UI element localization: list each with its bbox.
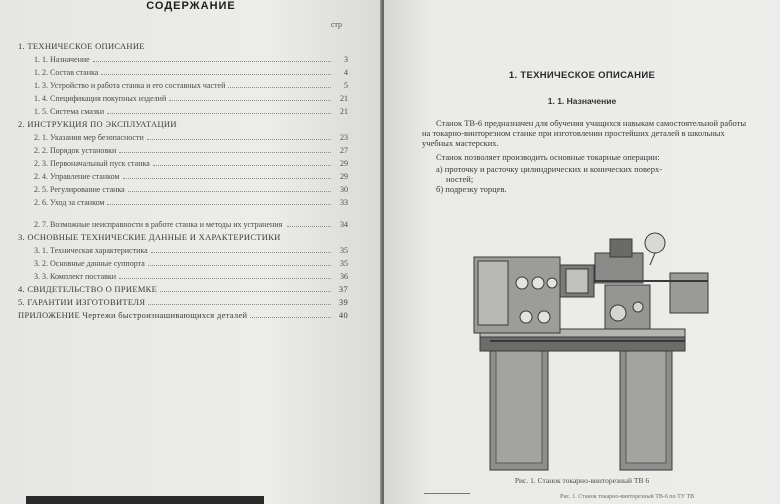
toc-leader-dots xyxy=(107,112,331,114)
toc-entry xyxy=(18,242,348,255)
toc-entry-page: 29 xyxy=(340,159,348,168)
toc-entry-label: 2. 5. Регулирование станка xyxy=(34,185,125,194)
toc-entry-label: 1. 3. Устройство и работа станка и его составных частей xyxy=(34,81,226,90)
toc-entry-page: 34 xyxy=(340,220,348,229)
toc-entry xyxy=(18,155,348,168)
toc-entry-label: 1. 5. Система смазки xyxy=(34,107,105,116)
toc-entry-page: 40 xyxy=(338,310,348,320)
toc-entry-label: 3. 3. Комплект поставки xyxy=(34,272,117,281)
toc-entry-label: 2. 7. Возможные неисправности в работе станка и методы их устранения xyxy=(34,220,283,229)
lathe-illustration xyxy=(470,225,720,475)
lamp xyxy=(645,233,665,253)
toc-entry xyxy=(18,168,348,181)
toc-leader-dots xyxy=(148,303,331,305)
toc-leader-dots xyxy=(147,138,331,140)
toc-entry-page: 27 xyxy=(340,146,348,155)
toc-entry xyxy=(18,194,348,207)
toc-entry-page: 30 xyxy=(340,185,348,194)
toc-entry-page: 29 xyxy=(340,172,348,181)
toc-entry xyxy=(18,229,348,242)
toc-entry-page: 5 xyxy=(344,81,348,90)
toc-entry xyxy=(18,64,348,77)
toc-entry-page: 21 xyxy=(340,107,348,116)
toc-entry-label: 2. 2. Порядок установки xyxy=(34,146,117,155)
toc-entry xyxy=(18,129,348,142)
toc-leader-dots xyxy=(228,86,331,88)
tailstock xyxy=(670,273,708,313)
toc-entry xyxy=(18,116,348,129)
toc-entry-label: ПРИЛОЖЕНИЕ Чертежи быстроизнашивающихся деталей xyxy=(18,310,248,320)
toc-leader-dots xyxy=(169,99,331,101)
operations-list xyxy=(422,164,752,194)
toc-leader-dots xyxy=(250,316,331,318)
list-text-continuation: ностей; xyxy=(446,174,474,184)
toc-entry xyxy=(18,294,348,307)
list-marker: а) xyxy=(436,164,443,174)
toc-entry-label: 3. 1. Техническая характеристика xyxy=(34,246,148,255)
toc-entry xyxy=(18,307,348,320)
toc-leader-dots xyxy=(123,177,332,179)
toc-entry-label: 2. 3. Первоначальный пуск станка xyxy=(34,159,150,168)
figure-caption: Рис. 1. Станок токарно-винторезный ТВ 6 xyxy=(514,476,650,485)
toc-leader-dots xyxy=(148,264,331,266)
purpose-paragraph: Станок ТВ-6 предназначен для обучения учащихся навыкам самостоятельной работы на токарно-винторезном станке при изготовлении простейших деталей в школьных учебных мастерских. xyxy=(422,118,747,148)
toc-entry-label: 5. ГАРАНТИИ ИЗГОТОВИТЕЛЯ xyxy=(18,297,146,307)
toc-leader-dots xyxy=(119,151,331,153)
table-of-contents xyxy=(18,38,348,320)
toc-entry-page: 33 xyxy=(340,198,348,207)
toc-entry-label: 3. ОСНОВНЫЕ ТЕХНИЧЕСКИЕ ДАННЫЕ И ХАРАКТЕРИСТИКИ xyxy=(18,232,281,242)
toc-leader-dots xyxy=(93,60,331,62)
toc-entry-page: 35 xyxy=(340,259,348,268)
toc-leader-dots xyxy=(151,251,331,253)
toc-entry-label: 2. 6. Уход за станком xyxy=(34,198,105,207)
toc-entry-label: 2. ИНСТРУКЦИЯ ПО ЭКСПЛУАТАЦИИ xyxy=(18,119,177,129)
toc-entry xyxy=(18,281,348,294)
toc-entry-page: 36 xyxy=(340,272,348,281)
toc-leader-dots xyxy=(160,290,331,292)
toc-entry xyxy=(18,255,348,268)
toc-entry xyxy=(18,181,348,194)
toc-entry xyxy=(18,268,348,281)
toc-entry-label: 1. 4. Спецификация покупных изделий xyxy=(34,94,167,103)
list-text: проточку и расточку цилиндрических и конических поверх- xyxy=(444,164,663,174)
toc-entry-page: 21 xyxy=(340,94,348,103)
toc-entry xyxy=(18,51,348,64)
toc-entry-label: 1. ТЕХНИЧЕСКОЕ ОПИСАНИЕ xyxy=(18,41,145,51)
toc-entry xyxy=(18,103,348,116)
left-page xyxy=(0,0,382,504)
list-item xyxy=(422,164,752,184)
toc-entry xyxy=(18,207,348,229)
chapter-heading: 1. ТЕХНИЧЕСКОЕ ОПИСАНИЕ xyxy=(508,70,656,81)
toc-entry-label: 3. 2. Основные данные суппорта xyxy=(34,259,145,268)
toc-entry-page: 39 xyxy=(338,297,348,307)
toc-leader-dots xyxy=(128,190,331,192)
toc-entry-label: 4. СВИДЕТЕЛЬСТВО О ПРИЕМКЕ xyxy=(18,284,158,294)
toc-entry-page: 37 xyxy=(338,284,348,294)
toc-entry-label: 2. 4. Управление станком xyxy=(34,172,120,181)
toc-entry xyxy=(18,90,348,103)
footnote-rule xyxy=(424,493,470,494)
list-marker: б) xyxy=(436,184,444,194)
toc-leader-dots xyxy=(119,277,331,279)
toc-entry-label: 1. 1. Назначение xyxy=(34,55,90,64)
toc-entry xyxy=(18,38,348,51)
toc-leader-dots xyxy=(287,225,331,227)
toc-leader-dots xyxy=(107,203,331,205)
toc-page-column-header: стр xyxy=(330,20,342,29)
toc-entry xyxy=(18,142,348,155)
scan-edge-bar xyxy=(26,496,264,504)
section-heading: 1. 1. Назначение xyxy=(547,96,617,106)
toc-leader-dots xyxy=(101,73,331,75)
toc-entry-label: 2. 1. Указания мер безопасности xyxy=(34,133,144,142)
toc-entry-page: 35 xyxy=(340,246,348,255)
footnote-text: Рис. 1. Станок токарно-винторезный ТВ-6 по ТУ ТВ xyxy=(560,494,695,500)
toc-entry-page: 3 xyxy=(344,55,348,64)
toc-leader-dots xyxy=(153,164,331,166)
toc-entry-page: 4 xyxy=(344,68,348,77)
toc-entry-label: 1. 2. Состав станка xyxy=(34,68,99,77)
toc-entry-page: 23 xyxy=(340,133,348,142)
list-text: подрезку торцев. xyxy=(445,184,507,194)
list-item xyxy=(422,184,752,194)
toc-entry xyxy=(18,77,348,90)
operations-paragraph: Станок позволяет производить основные токарные операции: xyxy=(436,152,660,162)
toc-title: СОДЕРЖАНИЕ xyxy=(146,0,236,12)
